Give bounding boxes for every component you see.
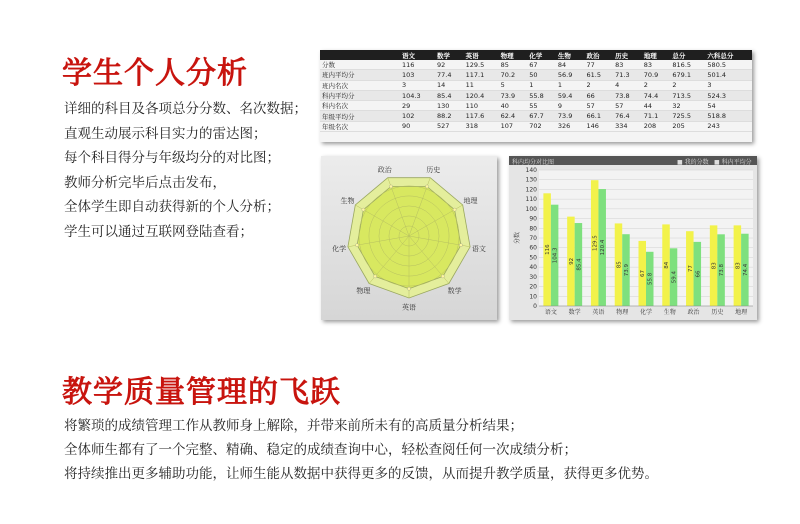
radar-point — [425, 185, 428, 188]
radar-point — [407, 287, 410, 290]
table-cell: 11 — [464, 80, 499, 90]
radar-point — [374, 275, 377, 278]
table-header-cell: 英语 — [464, 50, 499, 60]
table-header-cell: 六科总分 — [705, 50, 752, 60]
table-cell: 130 — [435, 101, 464, 111]
bar-value-label: 67 — [640, 269, 647, 277]
table-cell: 83 — [642, 60, 671, 70]
x-tick-label: 地理 — [735, 309, 748, 316]
radar-chart — [321, 156, 497, 320]
table-cell: 61.5 — [585, 70, 614, 80]
table-cell: 120.4 — [464, 90, 499, 100]
table-header-cell: 语文 — [400, 50, 435, 60]
table-cell: 102 — [400, 111, 435, 121]
table-header-cell: 生物 — [556, 50, 585, 60]
table-header-cell: 历史 — [613, 50, 642, 60]
x-tick-label: 英语 — [592, 309, 605, 316]
section-title-student-analysis: 学生个人分析 — [62, 56, 248, 91]
x-tick-label: 政治 — [687, 309, 700, 316]
y-tick-label: 100 — [525, 205, 537, 213]
table-cell: 524.3 — [705, 90, 752, 100]
x-tick-label: 物理 — [616, 309, 629, 316]
x-tick-label: 生物 — [663, 309, 676, 316]
table-cell: 85.4 — [435, 90, 464, 100]
x-tick-label: 历史 — [711, 309, 724, 316]
bar-value-label: 85 — [616, 261, 623, 269]
table-cell: 3 — [705, 80, 752, 90]
table-cell: 3 — [400, 80, 435, 90]
table-cell: 73.9 — [556, 111, 585, 121]
table-cell: 116 — [400, 60, 435, 70]
y-tick-label: 50 — [529, 254, 537, 262]
table-cell: 67.7 — [527, 111, 556, 121]
table-cell: 73.9 — [499, 90, 528, 100]
y-tick-label: 130 — [525, 176, 537, 184]
y-tick-label: 20 — [529, 283, 537, 291]
description-line: 详细的科目及各项总分分数、名次数据； — [64, 101, 307, 117]
table-cell: 70.2 — [499, 70, 528, 80]
radar-point — [389, 185, 392, 188]
score-table-screenshot — [320, 50, 752, 142]
table-cell: 527 — [435, 121, 464, 131]
y-tick-label: 110 — [525, 196, 537, 204]
table-cell: 92 — [435, 60, 464, 70]
radar-label: 地理 — [463, 197, 478, 205]
table-cell: 334 — [613, 121, 642, 131]
table-cell: 326 — [556, 121, 585, 131]
table-cell: 117.1 — [464, 70, 499, 80]
table-cell: 57 — [585, 101, 614, 111]
table-cell: 107 — [499, 121, 528, 131]
table-cell: 679.1 — [670, 70, 705, 80]
bar-chart-title: 科内均分对比图 — [512, 159, 555, 166]
description-line: 教师分析完毕后点击发布， — [64, 174, 226, 191]
description-line: 将持续推出更多辅助功能，让师生能从数据中获得更多的反馈，从而提升教学质量，获得更多优势。 — [64, 466, 658, 482]
table-cell: 66.1 — [585, 111, 614, 121]
table-cell: 年级名次 — [320, 121, 400, 131]
table-cell: 56.9 — [556, 70, 585, 80]
bar-value-label: 129.5 — [592, 235, 599, 251]
table-cell: 29 — [400, 101, 435, 111]
table-cell: 年级平均分 — [320, 111, 400, 121]
radar-label: 历史 — [426, 165, 441, 174]
radar-label: 数学 — [447, 286, 462, 295]
table-cell: 73.8 — [613, 90, 642, 100]
table-cell: 1 — [527, 80, 556, 90]
table-cell: 208 — [642, 121, 671, 131]
table-header-cell: 地理 — [642, 50, 671, 60]
table-header-cell: 总分 — [670, 50, 705, 60]
x-tick-label: 语文 — [544, 309, 557, 316]
description-line: 学生可以通过互联网登陆查看； — [64, 223, 253, 240]
table-cell: 702 — [527, 121, 556, 131]
radar-chart-svg — [321, 156, 497, 320]
table-cell: 146 — [585, 121, 614, 131]
table-cell: 85 — [499, 60, 528, 70]
table-header-cell — [320, 50, 400, 60]
radar-label: 物理 — [356, 286, 371, 295]
bar-value-label: 73.9 — [623, 263, 630, 277]
table-cell: 54 — [705, 101, 752, 111]
legend-avg-score-label: 科内平均分 — [721, 159, 752, 166]
radar-point — [453, 208, 456, 211]
y-tick-label: 140 — [525, 167, 537, 174]
table-cell: 2 — [585, 80, 614, 90]
table-header-cell: 化学 — [527, 50, 556, 60]
bar-value-label: 104.3 — [552, 247, 559, 264]
description-line: 全体师生都有了一个完整、精确、稳定的成绩查询中心，轻松查阅任何一次成绩分析； — [64, 442, 577, 458]
table-header-row — [320, 50, 752, 60]
table-header-cell: 政治 — [585, 50, 614, 60]
x-tick-label: 数学 — [568, 309, 581, 316]
table-cell: 70.9 — [642, 70, 671, 80]
bar-value-label: 83 — [735, 262, 742, 270]
table-row — [320, 121, 752, 131]
bar-chart-svg — [509, 156, 757, 320]
y-tick-label: 90 — [529, 215, 537, 223]
table-cell: 9 — [556, 101, 585, 111]
score-table — [320, 50, 752, 132]
table-cell: 2 — [642, 80, 671, 90]
bar-value-label: 59.4 — [671, 271, 678, 284]
bar-value-label: 74.4 — [742, 263, 749, 276]
table-cell: 71.1 — [642, 111, 671, 121]
table-cell: 713.5 — [670, 90, 705, 100]
table-cell: 55 — [527, 101, 556, 111]
radar-point — [441, 275, 444, 278]
table-cell: 84 — [556, 60, 585, 70]
y-tick-label: 70 — [529, 235, 537, 242]
table-cell: 74.4 — [642, 90, 671, 100]
table-row — [320, 111, 752, 121]
table-cell: 117.6 — [464, 111, 499, 121]
table-cell: 67 — [527, 60, 556, 70]
table-header-cell: 数学 — [435, 50, 464, 60]
radar-label: 英语 — [402, 303, 416, 312]
table-cell: 205 — [670, 121, 705, 131]
table-cell: 班内平均分 — [320, 70, 400, 80]
table-row — [320, 60, 752, 70]
bar-value-label: 77 — [687, 265, 694, 273]
y-tick-label: 0 — [533, 303, 537, 310]
bar-chart — [509, 156, 757, 320]
radar-label: 生物 — [340, 197, 355, 205]
table-header-cell: 物理 — [499, 50, 528, 60]
table-cell: 59.4 — [556, 90, 585, 100]
table-cell: 129.5 — [464, 60, 499, 70]
radar-point — [362, 208, 365, 211]
y-tick-label: 120 — [525, 186, 537, 194]
table-cell: 50 — [527, 70, 556, 80]
table-cell: 110 — [464, 101, 499, 111]
table-cell: 318 — [464, 121, 499, 131]
table-cell: 88.2 — [435, 111, 464, 121]
bar-value-label: 116 — [545, 244, 552, 255]
quality-management-description — [64, 414, 658, 486]
description-line: 将繁琐的成绩管理工作从教师身上解除，并带来前所未有的高质量分析结果； — [64, 418, 523, 434]
description-line: 每个科目得分与年级均分的对比图； — [64, 150, 280, 166]
table-cell: 55.8 — [527, 90, 556, 100]
table-cell: 40 — [499, 101, 528, 111]
table-cell: 580.5 — [705, 60, 752, 70]
table-cell: 816.5 — [670, 60, 705, 70]
table-cell: 62.4 — [499, 111, 528, 121]
bar-value-label: 66 — [695, 270, 702, 278]
table-cell: 83 — [613, 60, 642, 70]
radar-point — [459, 244, 462, 247]
description-line: 直观生动展示科目实力的雷达图； — [64, 125, 267, 142]
table-cell: 4 — [613, 80, 642, 90]
bar-value-label: 73.8 — [719, 264, 726, 277]
radar-label: 语文 — [471, 244, 486, 253]
table-cell: 5 — [499, 80, 528, 90]
table-cell: 2 — [670, 80, 705, 90]
x-tick-label: 化学 — [639, 309, 653, 316]
bar-value-label: 92 — [568, 257, 575, 265]
y-tick-label: 80 — [529, 225, 537, 233]
table-cell: 分数 — [320, 60, 400, 70]
table-cell: 501.4 — [705, 70, 752, 80]
y-tick-label: 60 — [529, 244, 537, 252]
table-row — [320, 70, 752, 80]
table-cell: 77 — [585, 60, 614, 70]
y-tick-label: 40 — [529, 264, 537, 272]
table-cell: 14 — [435, 80, 464, 90]
y-tick-label: 10 — [529, 293, 537, 301]
legend-my-score: ■ 我的分数 — [677, 159, 709, 166]
table-cell: 103 — [400, 70, 435, 80]
table-cell: 71.3 — [613, 70, 642, 80]
table-cell: 725.5 — [670, 111, 705, 121]
table-cell: 104.3 — [400, 90, 435, 100]
table-cell: 66 — [585, 90, 614, 100]
radar-label: 化学 — [332, 244, 347, 253]
bar-value-label: 83 — [711, 262, 718, 270]
table-row — [320, 90, 752, 100]
table-cell: 44 — [642, 101, 671, 111]
table-cell: 90 — [400, 121, 435, 131]
legend-my-score-label: 我的分数 — [684, 159, 709, 166]
table-cell: 518.8 — [705, 111, 752, 121]
table-cell: 班内名次 — [320, 80, 400, 90]
y-tick-label: 30 — [529, 273, 537, 281]
table-row — [320, 101, 752, 111]
table-cell: 科内平均分 — [320, 90, 400, 100]
table-cell: 1 — [556, 80, 585, 90]
student-analysis-description — [64, 97, 307, 244]
bar-value-label: 55.8 — [647, 272, 654, 286]
description-line: 全体学生即自动获得新的个人分析； — [64, 199, 280, 215]
legend-avg-score: ■ 科内平均分 — [714, 159, 752, 166]
table-cell: 243 — [705, 121, 752, 131]
bar-value-label: 85.4 — [576, 258, 583, 271]
table-cell: 32 — [670, 101, 705, 111]
radar-point — [356, 244, 359, 247]
table-row — [320, 80, 752, 90]
radar-label: 政治 — [377, 165, 392, 174]
y-axis-label: 分数 — [514, 231, 521, 245]
table-cell: 76.4 — [613, 111, 642, 121]
table-cell: 科内名次 — [320, 101, 400, 111]
section-title-quality-management: 教学质量管理的飞跃 — [62, 375, 341, 410]
table-cell: 57 — [613, 101, 642, 111]
bar-value-label: 120.4 — [600, 239, 607, 256]
bar-value-label: 84 — [664, 261, 671, 269]
table-cell: 77.4 — [435, 70, 464, 80]
